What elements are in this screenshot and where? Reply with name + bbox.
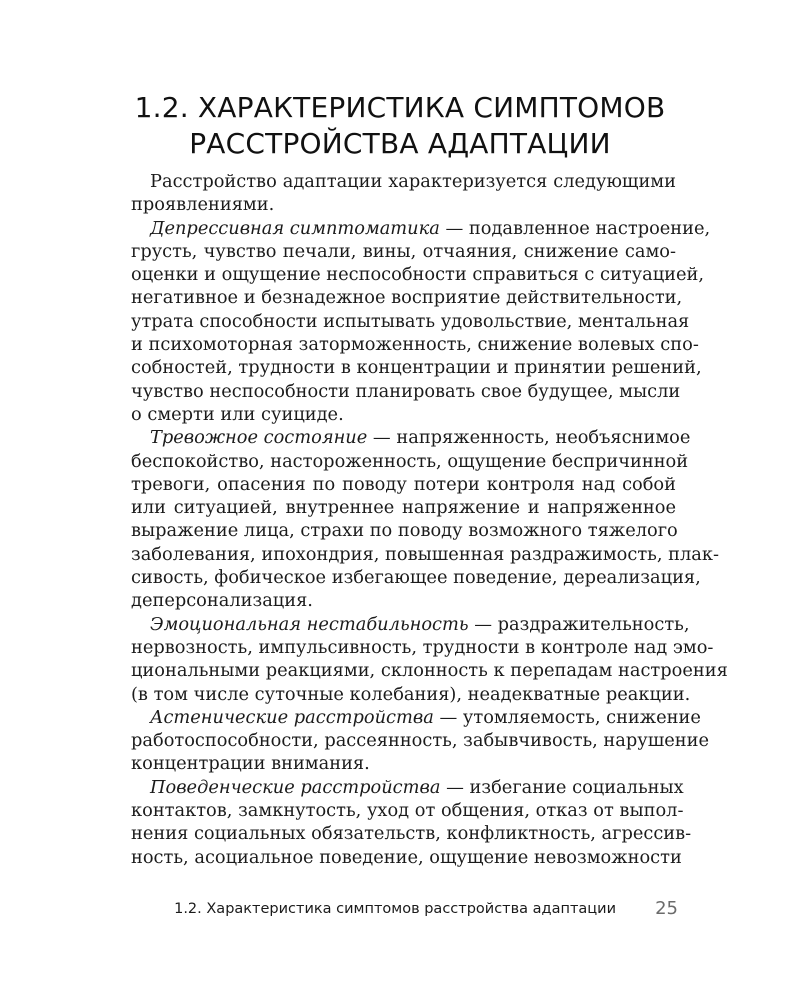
text-line (131, 426, 691, 449)
text-line: Расстройство адаптации характеризуется следующими (150, 171, 676, 192)
text-line: тревоги, опасения по поводу потери контроля над собой (131, 473, 676, 495)
text-line: нервозность, импульсивность, трудности в контроле над эмо- (131, 636, 714, 658)
term-label: Эмоциональная нестабильность (150, 613, 469, 635)
text-line: собностей, трудности в концентрации и принятии решений, (131, 357, 702, 379)
text-line (131, 706, 701, 729)
section-heading (120, 90, 680, 162)
text-line: циональными реакциями, склонность к перепадам настроения (131, 660, 728, 682)
running-head: 1.2. Характеристика симптомов расстройства адаптации (174, 901, 616, 917)
text-line: сивость, фобическое избегающее поведение, дереализация, (131, 567, 701, 589)
text-line (131, 613, 690, 636)
paragraph-intro (131, 170, 676, 217)
text-line: негативное и безнадежное восприятие действительности, (131, 287, 683, 309)
term-label: Астенические расстройства (150, 706, 434, 728)
paragraph-behavioral (131, 776, 692, 869)
section-heading-line: РАССТРОЙСТВА АДАПТАЦИИ (189, 127, 611, 160)
page-footer (131, 898, 678, 922)
text-line: беспокойство, настороженность, ощущение беспричинной (131, 450, 689, 472)
text-line (131, 217, 711, 240)
text-line: контактов, замкнутость, уход от общения, отказ от выпол- (131, 800, 684, 822)
text-line: проявлениями. (131, 194, 275, 216)
text-line: чувство неспособности планировать свое будущее, мысли (131, 380, 681, 402)
text-line: или ситуацией, внутреннее напряжение и напряженное (131, 497, 676, 519)
text-fragment: — избегание социальных (440, 776, 684, 798)
text-fragment: — подавленное настроение, (439, 217, 711, 239)
paragraph-emotional (131, 613, 728, 706)
text-line: концентрации внимания. (131, 753, 370, 775)
text-line: заболевания, ипохондрия, повышенная раздражимость, плак- (131, 543, 720, 565)
paragraph-anxiety (131, 426, 720, 612)
body-text (131, 170, 728, 869)
text-fragment: — утомляемость, снижение (433, 706, 701, 728)
term-label: Тревожное состояние (150, 427, 368, 449)
text-fragment: — напряженность, необъяснимое (367, 427, 691, 449)
paragraph-asthenic (131, 706, 710, 776)
text-line: (в том числе суточные колебания), неадекватные реакции. (131, 683, 691, 705)
text-line: работоспособности, рассеянность, забывчивость, нарушение (131, 730, 710, 752)
text-line (131, 776, 684, 799)
text-line: и психомоторная заторможенность, снижение волевых спо- (131, 334, 699, 356)
text-fragment: — раздражительность, (468, 613, 690, 635)
section-heading-line: 1.2. ХАРАКТЕРИСТИКА СИМПТОМОВ (134, 91, 666, 124)
text-line: оценки и ощущение неспособности справиться с ситуацией, (131, 264, 705, 286)
text-line: грусть, чувство печали, вины, отчаяния, снижение само- (131, 240, 676, 262)
text-line: выражение лица, страхи по поводу возможного тяжелого (131, 520, 678, 542)
text-line: ность, асоциальное поведение, ощущение невозможности (131, 846, 682, 868)
text-line: утрата способности испытывать удовольствие, ментальная (131, 310, 690, 332)
page-number: 25 (655, 898, 678, 919)
text-line: нения социальных обязательств, конфликтность, агрессив- (131, 823, 692, 845)
term-label: Поведенческие расстройства (150, 776, 441, 798)
term-label: Депрессивная симптоматика (150, 217, 440, 239)
text-line: деперсонализация. (131, 590, 313, 612)
text-line: о смерти или суициде. (131, 403, 344, 425)
paragraph-depressive (131, 217, 711, 427)
